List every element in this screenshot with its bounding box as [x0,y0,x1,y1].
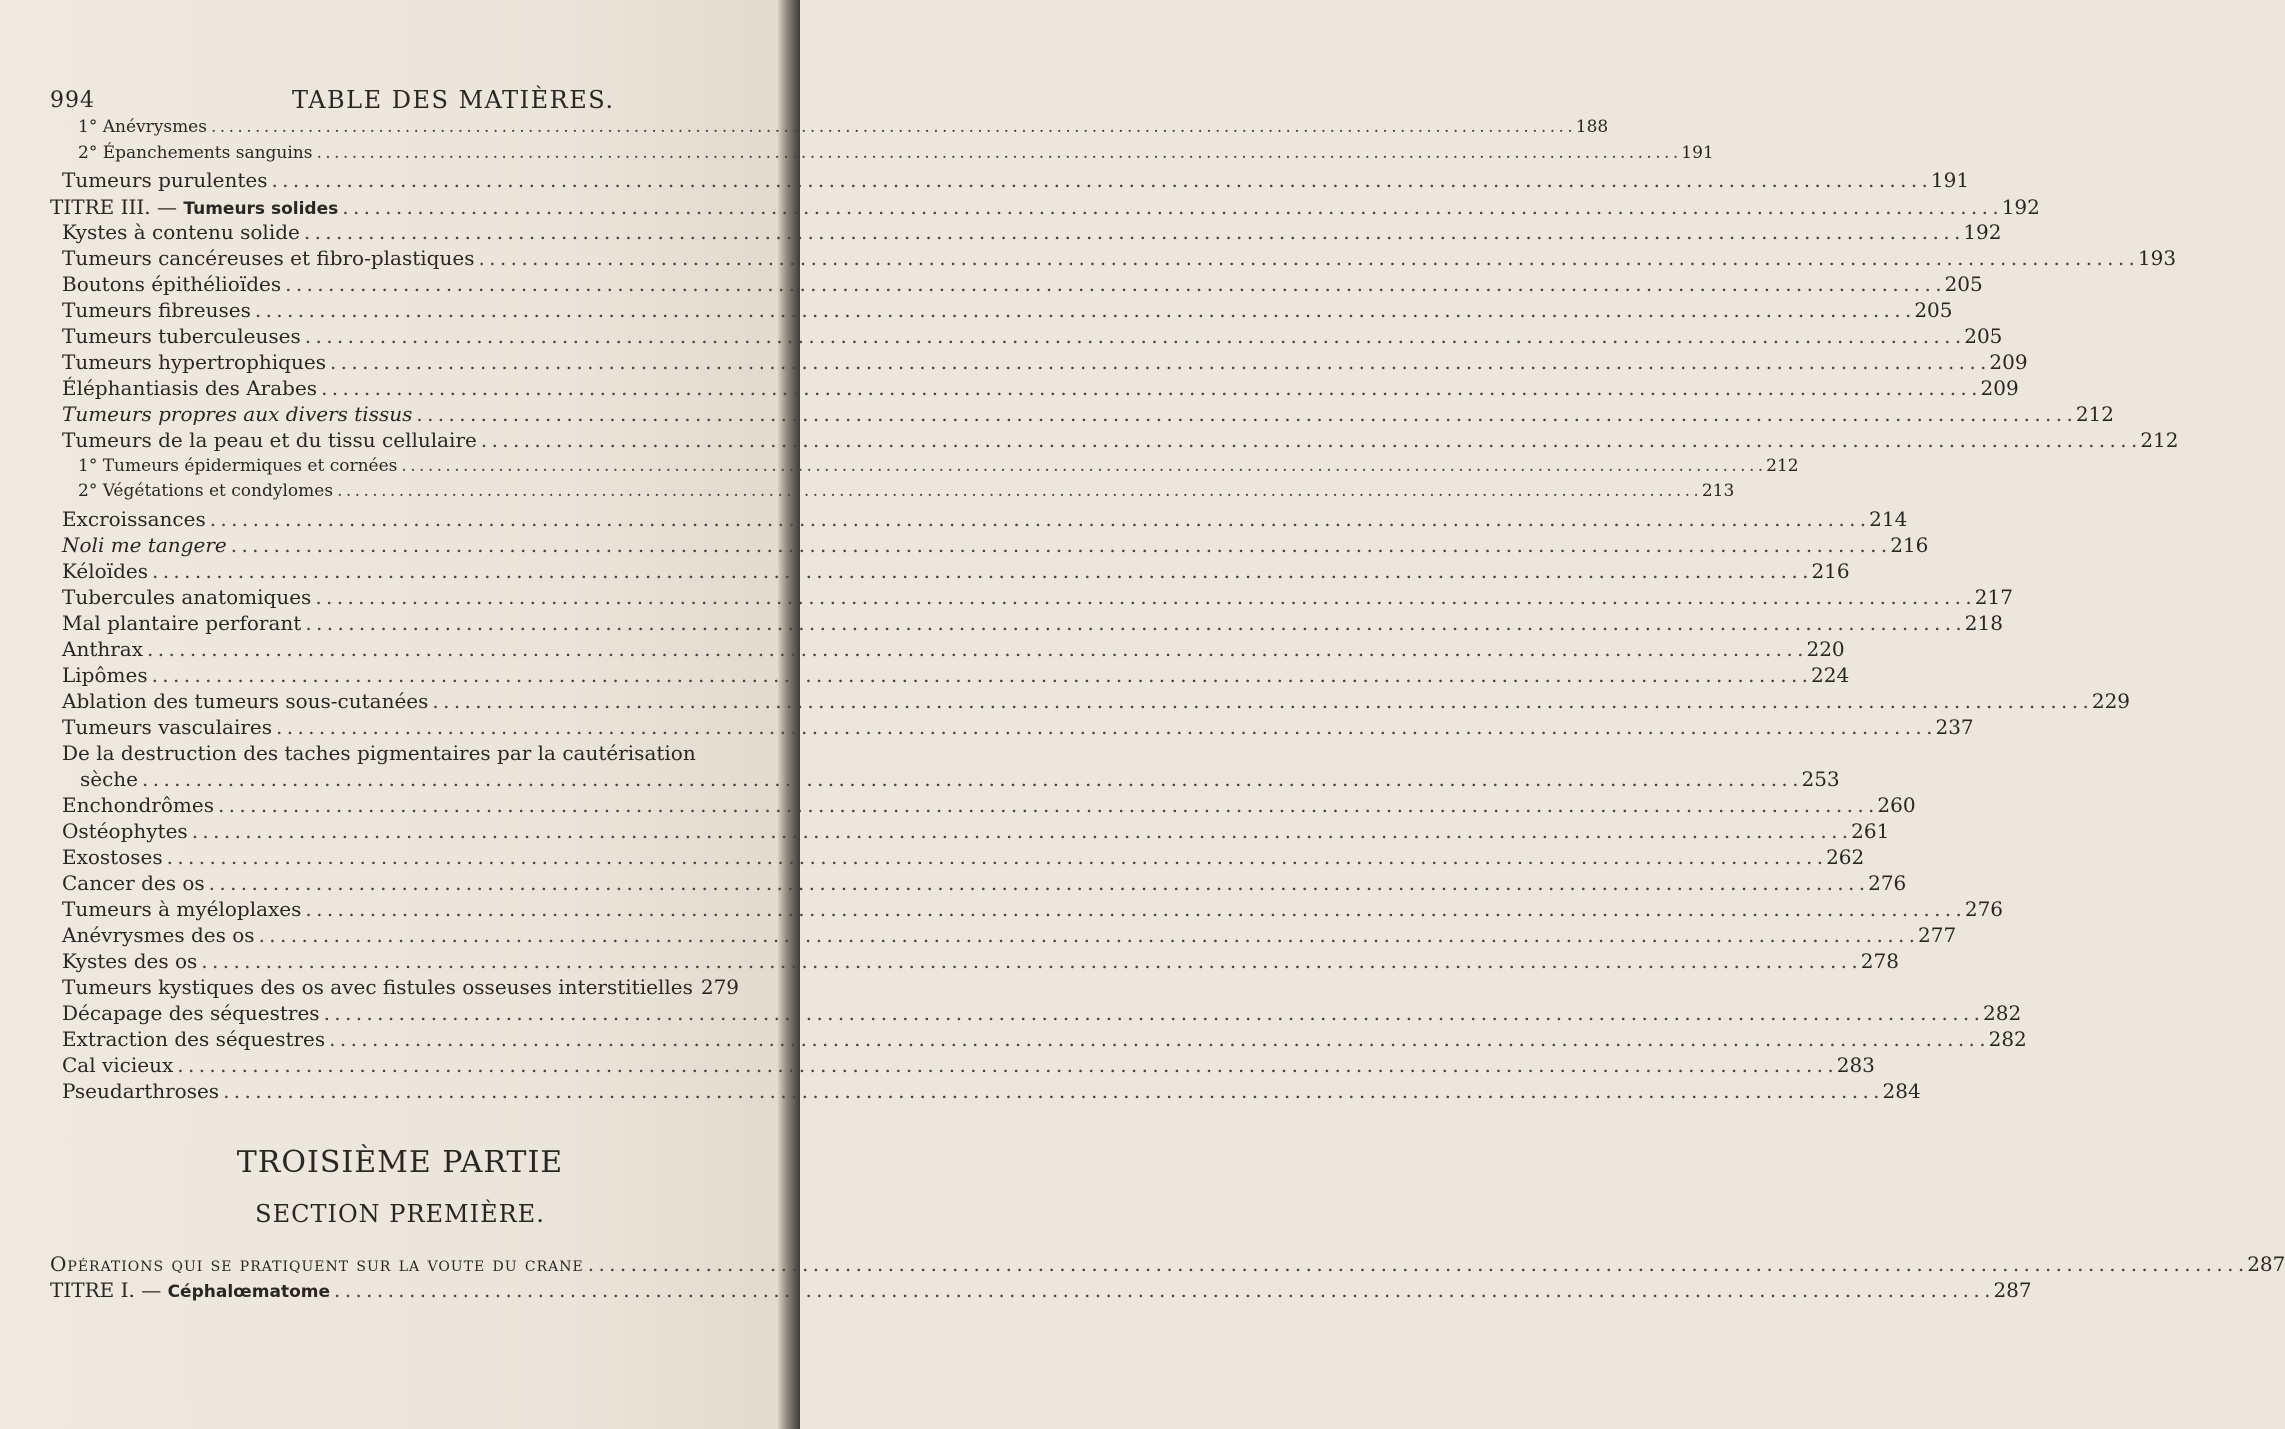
toc-label: TITRE III. — [50,195,184,219]
toc-label: Tumeurs propres aux divers tissus [62,402,413,426]
toc-page: 192 [1963,220,2002,244]
toc-entry [62,949,1899,973]
toc-entry [62,897,2004,921]
toc-page: 216 [1811,559,1850,583]
toc-entry [62,220,2002,244]
toc-label: Enchondrômes [62,793,214,817]
toc-label: Anévrysmes des os [62,923,255,947]
toc-entry [62,663,1850,687]
toc-page: 205 [1944,272,1983,296]
toc-label: 1° Anévrysmes [78,117,207,137]
toc-entry [62,715,1974,739]
toc-entry [62,845,1865,869]
section-heading: SECTION PREMIÈRE. [255,1200,545,1228]
toc-label: Pseudarthroses [62,1079,220,1103]
toc-label: Ostéophytes [62,819,188,843]
toc-page: 205 [1964,324,2003,348]
toc-label: Tubercules anatomiques [62,585,312,609]
toc-entry [62,923,1957,947]
toc-page: 279 [700,975,740,999]
toc-label: Extraction des séquestres [62,1027,326,1051]
toc-label: Tumeurs kystiques des os avec fistules osseuses interstitielles [62,975,693,999]
toc-entry [78,481,1735,501]
toc-page: 277 [1918,923,1957,947]
toc-page: 209 [1989,350,2028,374]
toc-label: Mal plantaire perforant [62,611,302,635]
toc-label: Kéloïdes [62,559,148,583]
toc-entry [62,168,1970,192]
toc-label: Noli me tangere [62,533,227,557]
toc-label: TITRE I. — [50,1278,168,1302]
toc-entry [62,350,2028,374]
toc-page: 220 [1806,637,1845,661]
toc-label: 1° Tumeurs épidermiques et cornées [78,456,398,476]
toc-entry [62,376,2019,400]
toc-page: 278 [1860,949,1899,973]
toc-label: Cancer des os [62,871,205,895]
toc-page: 209 [1980,376,2019,400]
toc-page: 205 [1914,298,1953,322]
toc-page: 282 [1983,1001,2022,1025]
toc-page: 212 [2075,402,2115,426]
toc-label: Tumeurs hypertrophiques [62,350,326,374]
toc-entry [62,793,1916,817]
toc-page: 191 [1681,143,1714,163]
toc-entry [62,533,1929,557]
toc-page: 188 [1575,117,1609,137]
toc-entry [62,1053,1875,1077]
toc-entry [62,689,2131,713]
toc-entry [62,819,1890,843]
toc-entry [62,1079,1921,1103]
toc-page: 214 [1869,507,1908,531]
toc-label: 2° Végétations et condylomes [78,481,334,501]
toc-label: Tumeurs à myéloplaxes [62,897,302,921]
toc-page: 287 [1993,1278,2032,1302]
toc-label: 2° Épanchements sanguins [78,143,313,163]
toc-page: 237 [1935,715,1974,739]
toc-entry [62,324,2003,348]
toc-label: Cal vicieux [62,1053,174,1077]
toc-page: 283 [1836,1053,1875,1077]
toc-label: Anthrax [62,637,144,661]
toc-entry [78,117,1609,137]
toc-entry [62,272,1983,296]
toc-label-bold: Céphalœmatome [167,1282,330,1302]
toc-page: 217 [1974,585,2013,609]
toc-label: Lipômes [62,663,148,687]
toc-label: Tumeurs purulentes [62,168,268,192]
toc-entry [62,1027,2027,1051]
toc-label: sèche [80,767,139,791]
toc-page: 224 [1811,663,1850,687]
toc-entry-titre [50,1278,2032,1302]
toc-entry-titre [50,195,2040,219]
toc-label: Tumeurs cancéreuses et fibro-plastiques [62,246,475,270]
toc-entry [62,585,2013,609]
toc-label: Opérations qui se pratiquent sur la voute du crane [50,1252,584,1276]
toc-page: 284 [1882,1079,1921,1103]
toc-page: 191 [1930,168,1970,192]
toc-page: 213 [1701,481,1735,501]
toc-label-bold: Tumeurs solides [183,199,339,219]
toc-page: 276 [1868,871,1907,895]
toc-page: 229 [2091,689,2131,713]
toc-page: 253 [1801,767,1840,791]
toc-page: 276 [1964,897,2004,921]
toc-page: 282 [1988,1027,2027,1051]
toc-entry [62,402,2115,426]
toc-page: 193 [2137,246,2177,270]
toc-page: 192 [2001,195,2040,219]
toc-entry [62,246,2177,270]
toc-label: Ablation des tumeurs sous-cutanées [62,689,429,713]
toc-page: 218 [1964,611,2003,635]
toc-entry [62,428,2179,452]
toc-label: Kystes à contenu solide [62,220,300,244]
toc-entry-section [50,1252,2285,1276]
toc-entry [62,871,1907,895]
toc-label: Boutons épithélioïdes [62,272,282,296]
toc-entry [62,611,2003,635]
toc-entry-multiline: De la destruction des taches pigmentaires par la cautérisation [62,741,696,765]
toc-label: Éléphantiasis des Arabes [62,376,318,400]
part-heading: TROISIÈME PARTIE [236,1145,564,1180]
toc-entry [78,456,1799,476]
toc-label: Tumeurs fibreuses [62,298,251,322]
toc-page: 260 [1877,793,1916,817]
toc-entry [62,559,1850,583]
toc-page: 212 [1766,456,1799,476]
page-number: 994 [50,88,95,113]
toc-entry [62,507,1908,531]
running-head: TABLE DES MATIÈRES. [292,86,615,114]
toc-entry [62,298,1953,322]
toc-page: 216 [1890,533,1929,557]
toc-entry [80,767,1840,791]
toc-page: 212 [2140,428,2179,452]
toc-label: Tumeurs tuberculeuses [62,324,301,348]
toc-label: Décapage des séquestres [62,1001,320,1025]
toc-label: Tumeurs de la peau et du tissu cellulaire [62,428,477,452]
toc-page: 261 [1851,819,1890,843]
toc-entry [62,637,1845,661]
toc-label: Kystes des os [62,949,198,973]
toc-entry [62,1001,2022,1025]
toc-page: 262 [1826,845,1865,869]
toc-label: Excroissances [62,507,206,531]
toc-label: Tumeurs vasculaires [62,715,273,739]
toc-entry [78,143,1714,163]
toc-entry [62,975,740,999]
toc-label: Exostoses [62,845,163,869]
toc-page: 287 [2247,1252,2285,1276]
